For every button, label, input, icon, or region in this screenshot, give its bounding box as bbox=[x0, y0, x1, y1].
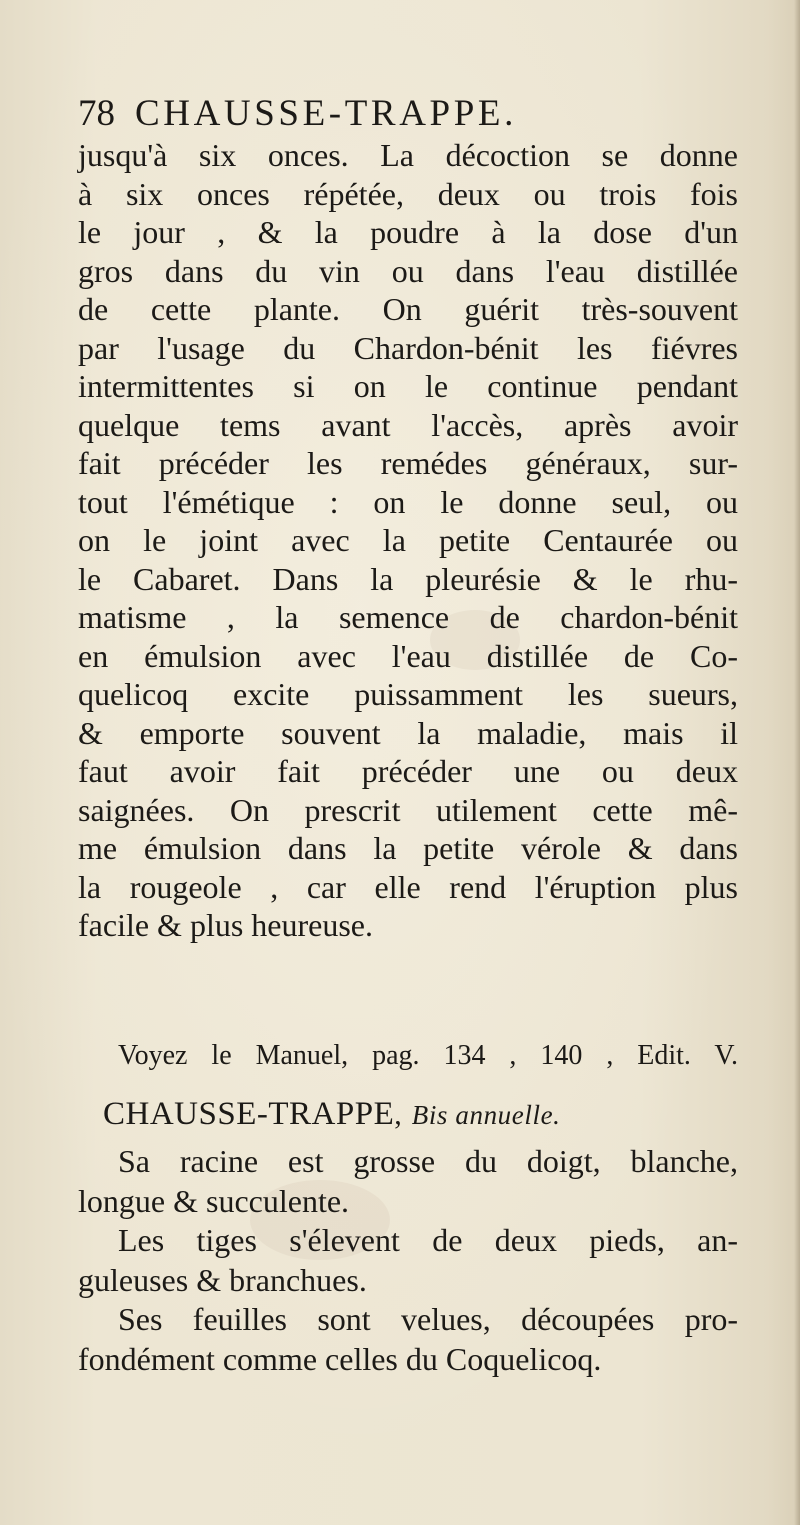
text-line: gros dans du vin ou dans l'eau distillée bbox=[78, 252, 738, 289]
entry-title: CHAUSSE-TRAPPE bbox=[103, 1096, 395, 1132]
entry-subtitle: Bis annuelle. bbox=[411, 1100, 561, 1130]
text-line: quelicoq excite puissamment les sueurs, bbox=[78, 676, 738, 712]
text-line: fait précéder les remédes généraux, sur- bbox=[78, 445, 738, 481]
text-line: faut avoir fait précéder une ou deux bbox=[78, 753, 738, 789]
text-line: tout l'émétique : on le donne seul, ou bbox=[78, 483, 738, 520]
text-line: de cette plante. On guérit très-souvent bbox=[78, 291, 738, 327]
cross-reference: Voyez le Manuel, pag. 134 , 140 , Edit. V. bbox=[118, 1040, 738, 1071]
description-line: Les tiges s'élevent de deux pieds, an- bbox=[118, 1222, 738, 1258]
description-line: Ses feuilles sont velues, découpées pro- bbox=[118, 1301, 738, 1337]
running-title: CHAUSSE-TRAPPE. bbox=[135, 93, 517, 134]
text-line: matisme , la semence de chardon-bénit bbox=[78, 599, 738, 635]
text-line: quelque tems avant l'accès, après avoir bbox=[78, 406, 738, 443]
running-head bbox=[78, 92, 517, 136]
page-edge-shadow bbox=[794, 0, 800, 1525]
text-line: par l'usage du Chardon-bénit les fiévres bbox=[78, 329, 738, 366]
description-line: guleuses & branchues. bbox=[78, 1261, 367, 1298]
description-line: longue & succulente. bbox=[78, 1182, 350, 1219]
plant-description bbox=[78, 1142, 738, 1379]
text-line: la rougeole , car elle rend l'éruption plus bbox=[78, 868, 738, 905]
text-line: intermittentes si on le continue pendant bbox=[78, 368, 738, 404]
description-line: Sa racine est grosse du doigt, blanche, bbox=[118, 1143, 738, 1179]
text-line: on le joint avec la petite Centaurée ou bbox=[78, 522, 738, 558]
text-line: me émulsion dans la petite vérole & dans bbox=[78, 830, 738, 866]
body-paragraph bbox=[78, 136, 738, 945]
page-number: 78 bbox=[78, 93, 115, 134]
entry-separator: , bbox=[394, 1098, 402, 1131]
text-line: en émulsion avec l'eau distillée de Co- bbox=[78, 637, 738, 674]
text-line: saignées. On prescrit utilement cette mê- bbox=[78, 791, 738, 828]
description-line: fondément comme celles du Coquelicoq. bbox=[78, 1340, 602, 1377]
text-line: jusqu'à six onces. La décoction se donne bbox=[78, 137, 738, 173]
text-line: le jour , & la poudre à la dose d'un bbox=[78, 214, 738, 250]
text-line: facile & plus heureuse. bbox=[78, 907, 373, 943]
text-line: & emporte souvent la maladie, mais il bbox=[78, 714, 738, 751]
text-line: le Cabaret. Dans la pleurésie & le rhu- bbox=[78, 560, 738, 597]
text-line: à six onces répétée, deux ou trois fois bbox=[78, 175, 738, 212]
entry-heading bbox=[103, 1088, 561, 1140]
